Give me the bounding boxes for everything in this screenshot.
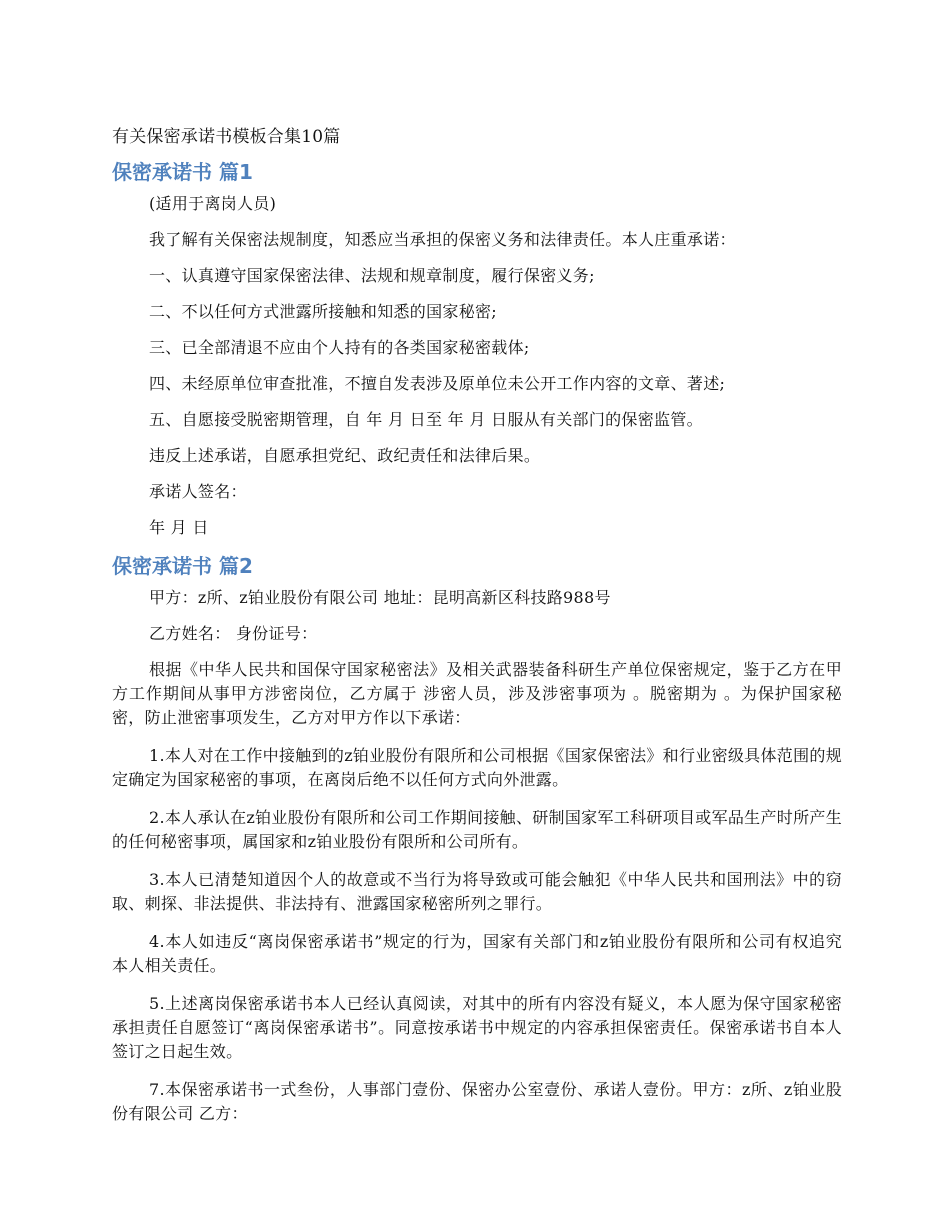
paragraph: 二、不以任何方式泄露所接触和知悉的国家秘密; (149, 302, 497, 321)
paragraph: 3.本人已清楚知道因个人的故意或不当行为将导致或可能会触犯《中华人民共和国刑法》中的窃取、刺探、非法提供、非法持有、泄露国家秘密所列之罪行。 (112, 870, 842, 913)
paragraph: 乙方姓名： 身份证号： (149, 624, 318, 643)
paragraph: 五、自愿接受脱密期管理，自 年 月 日至 年 月 日服从有关部门的保密监管。 (149, 410, 703, 429)
section-1 (112, 158, 842, 540)
paragraph: (适用于离岗人员) (149, 194, 277, 213)
section-2 (112, 552, 842, 1126)
paragraph: 根据《中华人民共和国保守国家秘密法》及相关武器装备科研生产单位保密规定，鉴于乙方在甲方工作期间从事甲方涉密岗位，乙方属于 涉密人员，涉及涉密事项为 。脱密期为 。为保护国家秘密，防止泄密事项发生，乙方对甲方作以下承诺： (112, 660, 842, 727)
section-heading: 保密承诺书 篇1 (112, 160, 253, 184)
paragraph: 一、认真遵守国家保密法律、法规和规章制度，履行保密义务; (149, 266, 595, 285)
paragraph: 7.本保密承诺书一式叁份，人事部门壹份、保密办公室壹份、承诺人壹份。甲方：z所、z铂业股份有限公司 乙方： (112, 1080, 842, 1123)
document-title: 有关保密承诺书模板合集10篇 (112, 127, 341, 147)
paragraph: 四、未经原单位审查批准，不擅自发表涉及原单位未公开工作内容的文章、著述; (149, 374, 726, 393)
paragraph: 2.本人承认在z铂业股份有限所和公司工作期间接触、研制国家军工科研项目或军品生产时所产生的任何秘密事项，属国家和z铂业股份有限所和公司所有。 (112, 808, 842, 851)
paragraph: 我了解有关保密法规制度，知悉应当承担的保密义务和法律责任。本人庄重承诺： (149, 230, 736, 249)
paragraph: 三、已全部清退不应由个人持有的各类国家秘密载体; (149, 338, 530, 357)
paragraph: 1.本人对在工作中接触到的z铂业股份有限所和公司根据《国家保密法》和行业密级具体范围的规定确定为国家秘密的事项，在离岗后绝不以任何方式向外泄露。 (112, 746, 842, 789)
date-line: 年 月 日 (149, 518, 209, 537)
document-page (112, 118, 842, 1140)
signature-label: 承诺人签名： (149, 482, 247, 501)
section-heading: 保密承诺书 篇2 (112, 554, 253, 578)
paragraph: 甲方：z所、z铂业股份有限公司 地址：昆明高新区科技路988号 (149, 588, 611, 607)
paragraph: 5.上述离岗保密承诺书本人已经认真阅读，对其中的所有内容没有疑义，本人愿为保守国家秘密承担责任自愿签订“离岗保密承诺书”。同意按承诺书中规定的内容承担保密责任。保密承诺书自本人签订之日起生效。 (112, 994, 842, 1061)
paragraph: 违反上述承诺，自愿承担党纪、政纪责任和法律后果。 (149, 446, 541, 465)
paragraph: 4.本人如违反“离岗保密承诺书”规定的行为，国家有关部门和z铂业股份有限所和公司有权追究本人相关责任。 (112, 932, 842, 975)
